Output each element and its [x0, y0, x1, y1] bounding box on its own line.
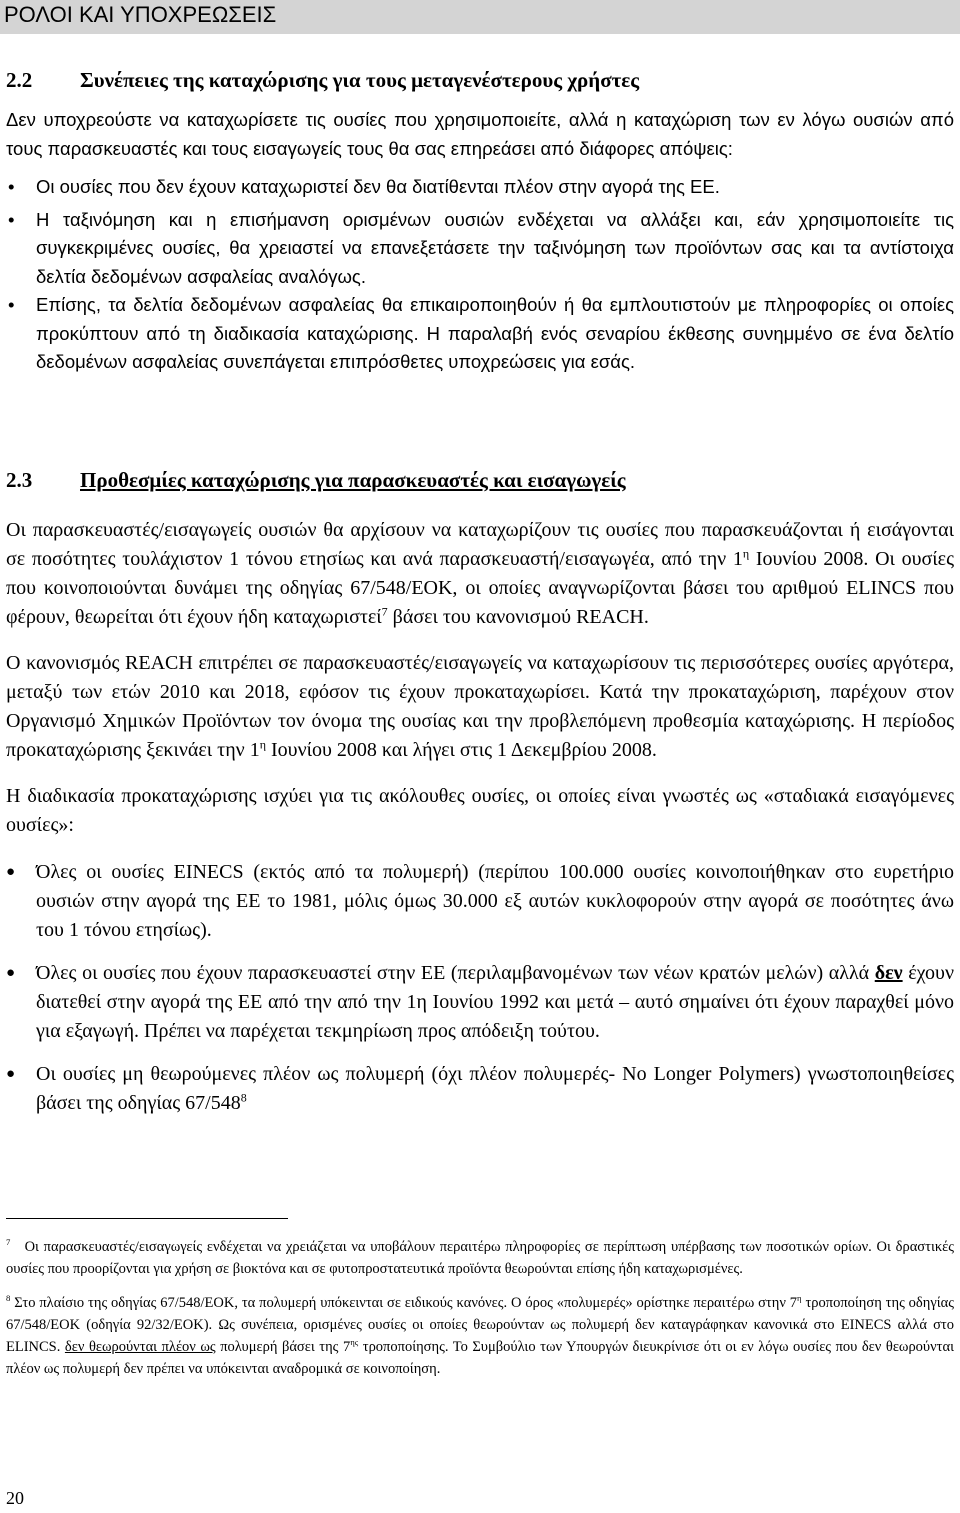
paragraph-deadlines — [6, 516, 954, 632]
footnote-ref-7: 7 — [381, 604, 388, 619]
superscript: ης — [350, 1337, 359, 1348]
page-number: 20 — [6, 1488, 24, 1508]
text-run: τροποποίησης. Το Συμβούλιο των Υπουργών διευκρίνισε ότι οι εν λόγω ουσίες που δεν θεωρούνται πλέον ως πολυμερή δεν πρέπει να υπόκεινται αναδρομικά σε κοινοποίηση. — [6, 1339, 954, 1377]
footnote-8 — [6, 1292, 954, 1380]
text-run: βάσει του κανονισμού REACH. — [387, 606, 649, 628]
text-run: Όλες οι ουσίες που έχουν παρασκευαστεί στην ΕΕ (περιλαμβανομένων των νέων κρατών μελών) αλλά — [36, 962, 875, 984]
consequence-list — [6, 173, 954, 377]
superscript: η — [742, 546, 750, 561]
underlined-text: δεν θεωρούνται πλέον ως — [64, 1339, 216, 1355]
text-run: Οι ουσίες μη θεωρούμενες πλέον ως πολυμερή (όχι πλέον πολυμερές- No Longer Polymers) γνωστοποιηθείσες βάσει της οδηγίας 67/548 — [36, 1063, 954, 1114]
list-item — [6, 959, 954, 1046]
section-2-3 — [6, 466, 954, 1132]
list-item: ● Όλες οι ουσίες EINECS (εκτός από τα πολυμερή) (περίπου 100.000 ουσίες κοινοποιήθηκαν στο ευρετήριο ουσιών στην αγορά της ΕΕ το 1981, μόλις όμως 30.000 εξ αυτών κυκλοφορούν στην αγορά σε ποσότητες άνω του 1 τόνου ετησίως). — [6, 858, 954, 945]
footnote-number: 7 — [6, 1237, 11, 1248]
footnotes — [6, 1236, 954, 1380]
section-number: 2.3 — [6, 468, 33, 492]
text-run: Ιουνίου 2008. Οι ουσίες που κοινοποιούνται δυνάμει της οδηγίας 67/548/ΕΟΚ, οι οποίες αναγνωρίζονται βάσει του αριθμού ELINCS που φέρουν, θεωρείται ότι έχουν ήδη καταχωριστεί — [6, 548, 954, 628]
section-2-3-heading — [6, 466, 954, 494]
paragraph-phase-in: Η διαδικασία προκαταχώρισης ισχύει για τις ακόλουθες ουσίες, οι οποίες είναι γνωστές ως «σταδιακά εισαγόμενες ουσίες»: — [6, 785, 954, 836]
emphasis: δεν — [874, 962, 903, 984]
text-run: πολυμερή βάσει της 7 — [215, 1339, 351, 1355]
text-run: Ο κανονισμός REACH επιτρέπει σε παρασκευαστές/εισαγωγείς να καταχωρίσουν τις περισσότερες ουσίες αργότερα, μεταξύ των ετών 2010 και 2018, εφόσον τις έχουν προκαταχωρίσει. Κατά την προκαταχώριση, παρέχουν στον Οργανισμό Χημικών Προϊόντων τον όνομα της ουσίας και την προβλεπόμενη προθεσμία καταχώρισης. Η περίοδος προκαταχώρισης ξεκινάει την 1 — [6, 652, 954, 761]
phase-in-substance-list — [6, 858, 954, 1118]
footnote-text: Οι παρασκευαστές/εισαγωγείς ενδέχεται να χρειάζεται να υποβάλουν περαιτέρω πληροφορίες σε περίπτωση υπέρβασης των ποσοτικών ορίων. Οι δραστικές ουσίες που προορίζονται για χρήση σε βιοκτόνα και σε φυτοπροστατευτικά προϊόντα θεωρούνται επίσης ήδη καταχωρισμένες. — [6, 1239, 954, 1277]
section-title: Προθεσμίες καταχώρισης για παρασκευαστές και εισαγωγείς — [80, 468, 626, 492]
footnote-separator — [6, 1218, 288, 1219]
section-number: 2.2 — [6, 68, 33, 92]
footnote-ref-8: 8 — [240, 1090, 247, 1105]
list-item: • Επίσης, τα δελτία δεδομένων ασφαλείας θα επικαιροποιηθούν ή θα εμπλουτιστούν με πληροφορίες οι οποίες προκύπτουν από τη διαδικασία καταχώρισης. Η παραλαβή ενός σεναρίου έκθεσης συνημμένο σε ένα δελτίο δεδομένων ασφαλείας συνεπάγεται επιπρόσθετες υποχρεώσεις για εσάς. — [6, 291, 954, 377]
superscript: η — [797, 1293, 802, 1304]
paragraph-preregistration — [6, 649, 954, 765]
footnote-7 — [6, 1236, 954, 1280]
running-header: ΡΟΛΟΙ ΚΑΙ ΥΠΟΧΡΕΩΣΕΙΣ — [0, 0, 960, 34]
list-item: • Η ταξινόμηση και η επισήμανση ορισμένων ουσιών ενδέχεται να αλλάξει και, εάν χρησιμοποιείτε τις συγκεκριμένες ουσίες, θα χρειαστεί να επανεξετάσετε την ταξινόμηση των προϊόντων σας και τα αντίστοιχα δελτία δεδομένων ασφαλείας αναλόγως. — [6, 206, 954, 292]
section-2-2 — [6, 66, 954, 377]
text-run: έχουν διατεθεί στην αγορά της ΕΕ από την από την 1η Ιουνίου 1992 και μετά – αυτό σημαίνει ότι έχουν παραχθεί μόνο για εξαγωγή. Πρέπει να παρέχεται τεκμηρίωση προς απόδειξη τούτου. — [36, 962, 954, 1042]
text-run: Στο πλαίσιο της οδηγίας 67/548/ΕΟΚ, τα πολυμερή υπόκεινται σε ειδικούς κανόνες. Ο όρος «πολυμερές» ορίστηκε περαιτέρω στην 7 — [14, 1295, 798, 1311]
superscript: η — [259, 737, 266, 752]
list-item — [6, 1060, 954, 1118]
section-2-2-intro: Δεν υποχρεούστε να καταχωρίσετε τις ουσίες που χρησιμοποιείτε, αλλά η καταχώριση των εν λόγω ουσιών από τους παρασκευαστές και τους εισαγωγείς τους θα σας επηρεάσει από διάφορες απόψεις: — [6, 109, 954, 159]
text-run: Ιουνίου 2008 και λήγει στις 1 Δεκεμβρίου 2008. — [266, 739, 657, 761]
section-title: Συνέπειες της καταχώρισης για τους μεταγενέστερους χρήστες — [80, 68, 640, 92]
text-run: τροποποίηση της οδηγίας 67/548/ΕΟΚ (οδηγία 92/32/ΕΟΚ). Ως συνέπεια, ορισμένες ουσίες οι οποίες θεωρούνταν ως πολυμερή δεν καταγράφηκαν κανονικά στο EINECS αλλά στο ELINCS. — [6, 1295, 954, 1355]
text-run: Οι παρασκευαστές/εισαγωγείς ουσιών θα αρχίσουν να καταχωρίζουν τις ουσίες που παρασκευάζονται ή εισάγονται σε ποσότητες τουλάχιστον 1 τόνου ετησίως και ανά παρασκευαστή/εισαγωγέα, από την 1 — [6, 519, 954, 570]
footnote-number: 8 — [6, 1293, 11, 1304]
section-2-2-heading — [6, 66, 954, 94]
list-item: • Οι ουσίες που δεν έχουν καταχωριστεί δεν θα διατίθενται πλέον στην αγορά της ΕΕ. — [6, 173, 954, 202]
